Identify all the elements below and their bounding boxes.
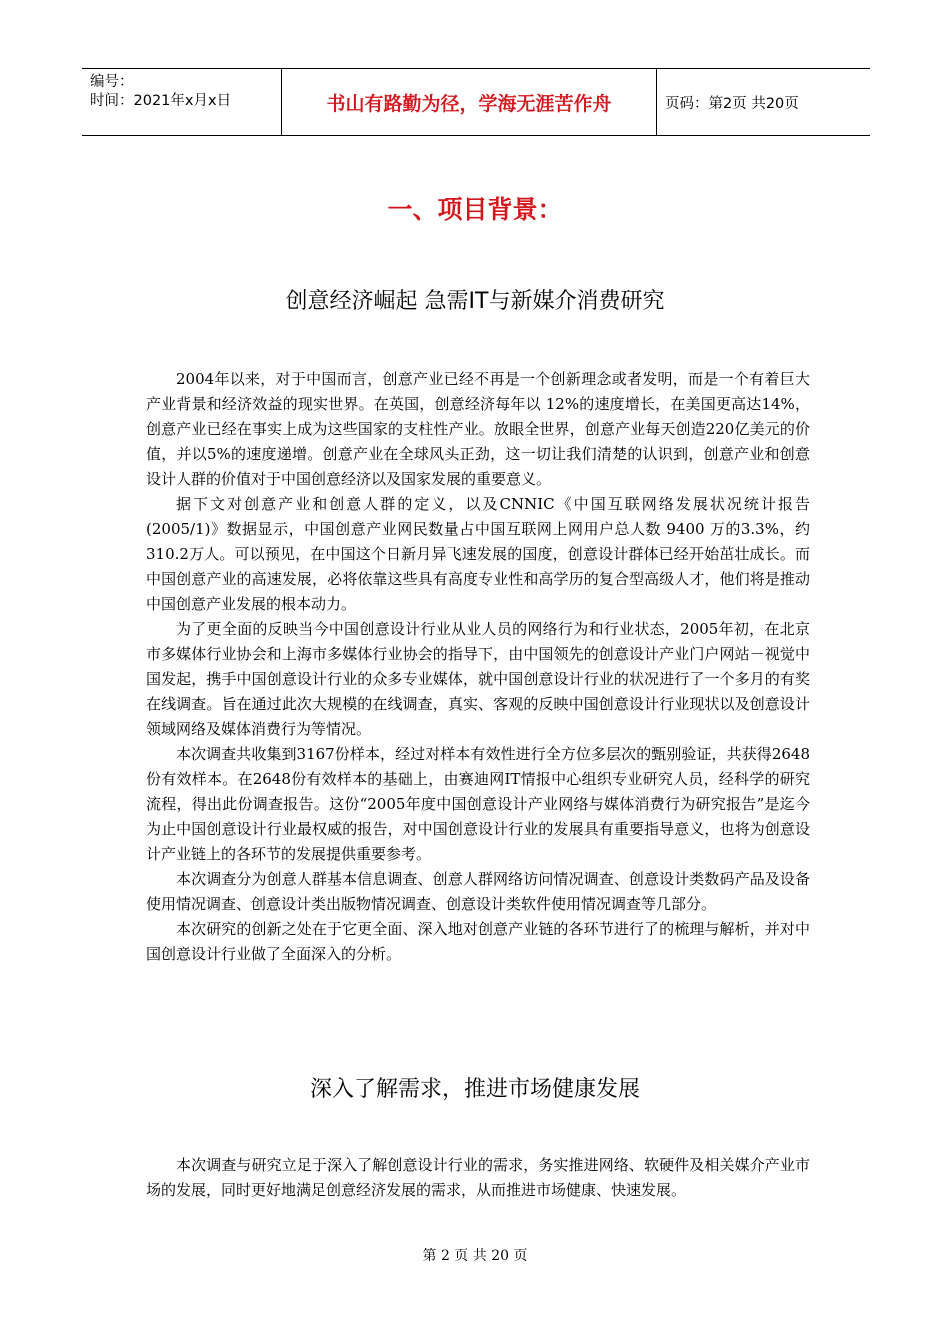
section-title: 一、项目背景： (387, 195, 563, 224)
background-body (146, 367, 810, 967)
paragraph: 本次调查共收集到3167份样本，经过对样本有效性进行全方位多层次的甄别验证，共获得2648份有效样本。在2648份有效样本的基础上，由赛迪网IT情报中心组织专业研究人员，经科学的研究流程，得出此份调查报告。这份“2005年度中国创意设计产业网络与媒体消费行为研究报告”是迄今为止中国创意设计行业最权威的报告，对中国创意设计行业的发展具有重要指导意义，也将为创意设计产业链上的各环节的发展提供重要参考。 (146, 745, 810, 863)
paragraph: 2004年以来，对于中国而言，创意产业已经不再是一个创新理念或者发明，而是一个有着巨大产业背景和经济效益的现实世界。在英国，创意经济每年以 12%的速度增长，在美国更高达14%，创意产业已经在事实上成为这些国家的支柱性产业。放眼全世界，创意产业每天创造220亿美元的价值，并以5%的速度递增。创意产业在全球风头正劲，这一切让我们清楚的认识到，创意产业和创意设计人群的价值对于中国创意经济以及国家发展的重要意义。 (146, 370, 810, 488)
header-page-info: 页码：第2页 共20页 (665, 95, 799, 112)
subtitle-creative-economy: 创意经济崛起 急需IT与新媒介消费研究 (285, 289, 665, 314)
paragraph: 本次调查与研究立足于深入了解创意设计行业的需求，务实推进网络、软硬件及相关媒介产业市场的发展，同时更好地满足创意经济发展的需求，从而推进市场健康、快速发展。 (146, 1156, 810, 1199)
header-motto: 书山有路勤为径，学海无涯苦作舟 (282, 69, 657, 135)
subtitle-market-development: 深入了解需求，推进市场健康发展 (309, 1077, 640, 1102)
paragraph: 据下文对创意产业和创意人群的定义，以及CNNIC《中国互联网络发展状况统计报告(2005/1)》数据显示，中国创意产业网民数量占中国互联网上网用户总人数 9400 万的3.3%，约310.2万人。可以预见，在中国这个日新月异飞速发展的国度，创意设计群体已经开始茁壮成长。而中国创意产业的高速发展，必将依靠这些具有高度专业性和高学历的复合型高级人才，他们将是推动中国创意产业发展的根本动力。 (146, 495, 810, 613)
paragraph: 本次调查分为创意人群基本信息调查、创意人群网络访问情况调查、创意设计类数码产品及设备使用情况调查、创意设计类出版物情况调查、创意设计类软件使用情况调查等几部分。 (146, 870, 810, 913)
paragraph: 本次研究的创新之处在于它更全面、深入地对创意产业链的各环节进行了的梳理与解析，并对中国创意设计行业做了全面深入的分析。 (146, 920, 810, 963)
market-body (146, 1153, 810, 1203)
page-footer: 第 2 页 共 20 页 (422, 1248, 528, 1264)
document-date-label: 时间：2021年x月x日 (90, 93, 232, 109)
header-meta-cell (82, 69, 282, 135)
paragraph: 为了更全面的反映当今中国创意设计行业从业人员的网络行为和行业状态，2005年初，在北京市多媒体行业协会和上海市多媒体行业协会的指导下，由中国领先的创意设计产业门户网站－视觉中国发起，携手中国创意设计行业的众多专业媒体，就中国创意设计行业的状况进行了一个多月的有奖在线调查。旨在通过此次大规模的在线调查，真实、客观的反映中国创意设计行业现状以及创意设计领域网络及媒体消费行为等情况。 (146, 620, 810, 738)
document-number-label: 编号： (90, 74, 134, 90)
page-header-table (82, 68, 870, 136)
